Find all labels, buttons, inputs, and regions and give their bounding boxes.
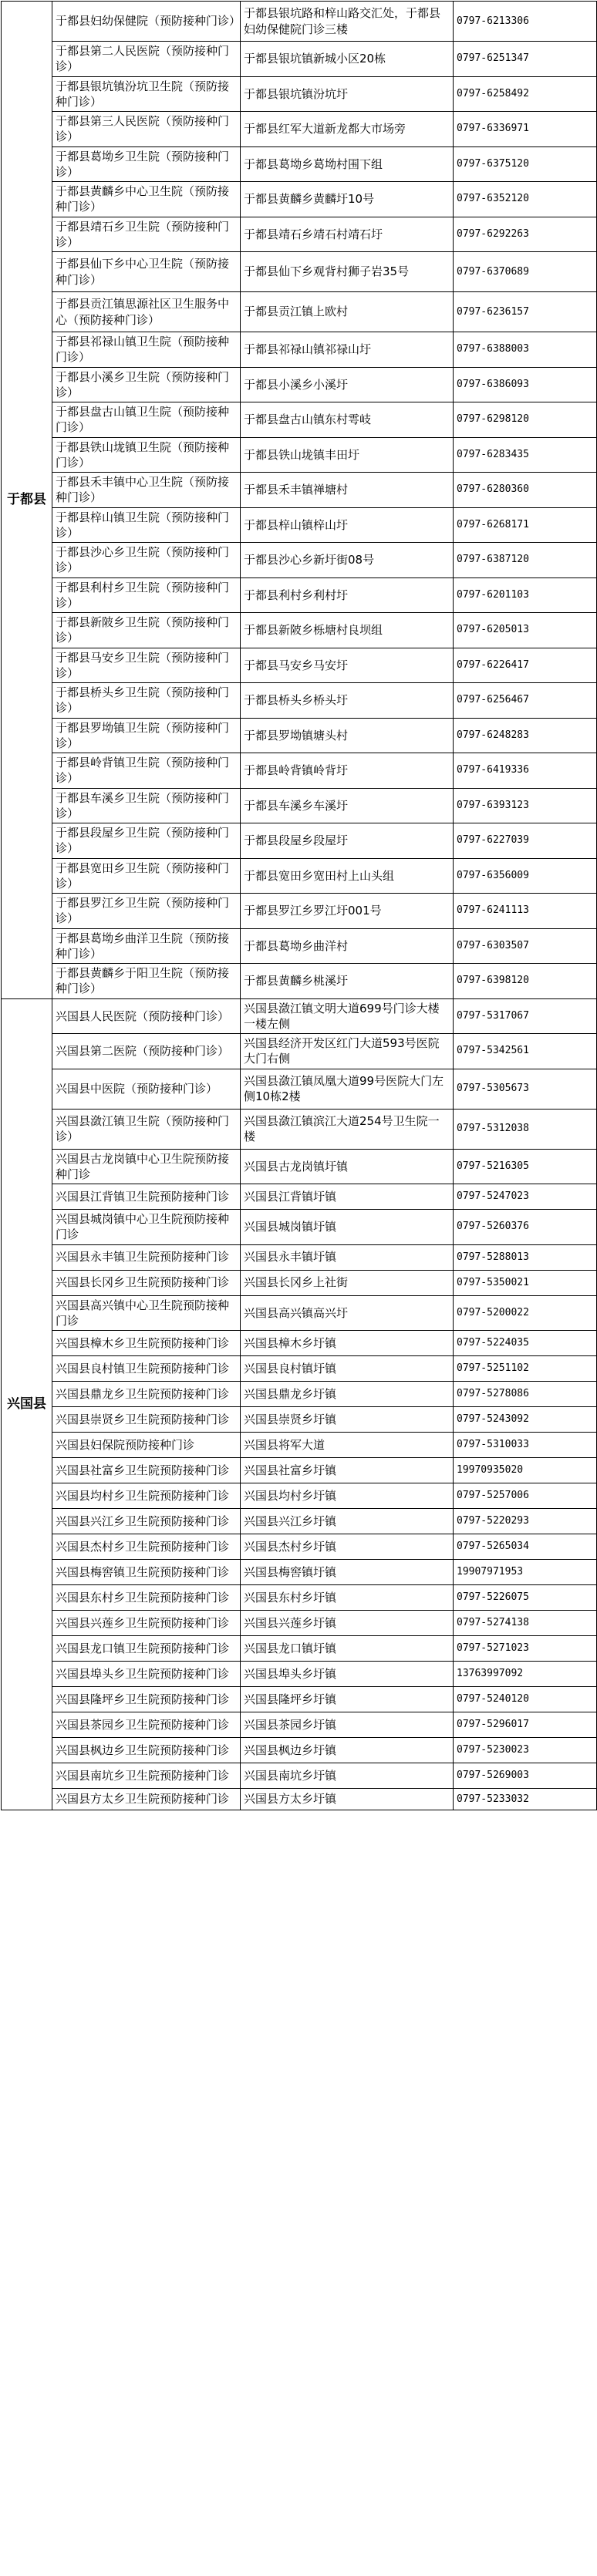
site-address-cell: 于都县岭背镇岭背圩 bbox=[241, 753, 454, 789]
site-name-cell: 兴国县崇贤乡卫生院预防接种门诊 bbox=[52, 1407, 241, 1433]
site-address-cell: 兴国县梅窖镇圩镇 bbox=[241, 1560, 454, 1585]
table-row bbox=[2, 1356, 597, 1382]
site-phone-cell: 0797-5233032 bbox=[454, 1789, 597, 1810]
site-phone-cell: 19970935020 bbox=[454, 1458, 597, 1483]
site-phone-cell: 0797-5200022 bbox=[454, 1295, 597, 1331]
site-phone-cell: 0797-6398120 bbox=[454, 964, 597, 999]
site-phone-cell: 0797-5251102 bbox=[454, 1356, 597, 1382]
site-address-cell: 于都县贡江镇上欧村 bbox=[241, 292, 454, 332]
site-address-cell: 兴国县将军大道 bbox=[241, 1433, 454, 1458]
site-name-cell: 兴国县南坑乡卫生院预防接种门诊 bbox=[52, 1763, 241, 1789]
site-address-cell: 兴国县方太乡圩镇 bbox=[241, 1789, 454, 1810]
table-row bbox=[2, 1662, 597, 1687]
table-row bbox=[2, 252, 597, 292]
site-address-cell: 兴国县茶园乡圩镇 bbox=[241, 1712, 454, 1738]
site-address-cell: 兴国县杰村乡圩镇 bbox=[241, 1534, 454, 1560]
site-phone-cell: 0797-5226075 bbox=[454, 1585, 597, 1611]
site-phone-cell: 0797-6236157 bbox=[454, 292, 597, 332]
site-phone-cell: 0797-6356009 bbox=[454, 858, 597, 894]
site-name-cell: 于都县第二人民医院（预防接种门诊） bbox=[52, 42, 241, 77]
table-row bbox=[2, 1331, 597, 1356]
site-name-cell: 兴国县东村乡卫生院预防接种门诊 bbox=[52, 1585, 241, 1611]
site-address-cell: 于都县段屋乡段屋圩 bbox=[241, 823, 454, 859]
site-name-cell: 于都县罗江乡卫生院（预防接种门诊） bbox=[52, 894, 241, 929]
site-phone-cell: 0797-6268171 bbox=[454, 507, 597, 543]
site-address-cell: 于都县黄麟乡桃溪圩 bbox=[241, 964, 454, 999]
site-phone-cell: 0797-5305673 bbox=[454, 1069, 597, 1109]
table-row bbox=[2, 112, 597, 147]
site-name-cell: 于都县利村乡卫生院（预防接种门诊） bbox=[52, 577, 241, 613]
site-address-cell: 于都县梓山镇梓山圩 bbox=[241, 507, 454, 543]
table-row bbox=[2, 1109, 597, 1149]
site-phone-cell: 0797-5274138 bbox=[454, 1611, 597, 1636]
table-row bbox=[2, 1210, 597, 1245]
site-address-cell: 于都县仙下乡观背村狮子岩35号 bbox=[241, 252, 454, 292]
site-name-cell: 于都县铁山垅镇卫生院（预防接种门诊） bbox=[52, 437, 241, 473]
table-row bbox=[2, 1270, 597, 1295]
table-row bbox=[2, 964, 597, 999]
table-row bbox=[2, 42, 597, 77]
site-address-cell: 于都县马安乡马安圩 bbox=[241, 648, 454, 683]
site-phone-cell: 0797-5260376 bbox=[454, 1210, 597, 1245]
site-name-cell: 于都县第三人民医院（预防接种门诊） bbox=[52, 112, 241, 147]
site-address-cell: 兴国县樟木乡圩镇 bbox=[241, 1331, 454, 1356]
site-address-cell: 于都县红军大道新龙都大市场旁 bbox=[241, 112, 454, 147]
table-row bbox=[2, 1789, 597, 1810]
table-row bbox=[2, 858, 597, 894]
site-name-cell: 兴国县江背镇卫生院预防接种门诊 bbox=[52, 1184, 241, 1210]
site-address-cell: 兴国县潋江镇凤凰大道99号医院大门左侧10栋2楼 bbox=[241, 1069, 454, 1109]
site-name-cell: 兴国县枫边乡卫生院预防接种门诊 bbox=[52, 1738, 241, 1763]
table-row bbox=[2, 683, 597, 719]
site-address-cell: 兴国县高兴镇高兴圩 bbox=[241, 1295, 454, 1331]
site-phone-cell: 0797-6352120 bbox=[454, 182, 597, 217]
site-address-cell: 兴国县城岗镇圩镇 bbox=[241, 1210, 454, 1245]
site-name-cell: 于都县盘古山镇卫生院（预防接种门诊） bbox=[52, 402, 241, 438]
site-name-cell: 于都县黄麟乡中心卫生院（预防接种门诊） bbox=[52, 182, 241, 217]
site-phone-cell: 0797-6375120 bbox=[454, 146, 597, 182]
table-row bbox=[2, 1244, 597, 1270]
site-address-cell: 兴国县枫边乡圩镇 bbox=[241, 1738, 454, 1763]
table-row bbox=[2, 76, 597, 112]
site-name-cell: 于都县葛坳乡卫生院（预防接种门诊） bbox=[52, 146, 241, 182]
site-phone-cell: 19907971953 bbox=[454, 1560, 597, 1585]
table-row bbox=[2, 788, 597, 823]
table-row bbox=[2, 182, 597, 217]
site-address-cell: 兴国县兴江乡圩镇 bbox=[241, 1509, 454, 1534]
site-name-cell: 兴国县樟木乡卫生院预防接种门诊 bbox=[52, 1331, 241, 1356]
site-name-cell: 兴国县梅窖镇卫生院预防接种门诊 bbox=[52, 1560, 241, 1585]
site-address-cell: 于都县宽田乡宽田村上山头组 bbox=[241, 858, 454, 894]
site-phone-cell: 0797-5317067 bbox=[454, 998, 597, 1034]
table-row bbox=[2, 1534, 597, 1560]
site-phone-cell: 0797-5257006 bbox=[454, 1483, 597, 1509]
site-name-cell: 于都县妇幼保健院（预防接种门诊） bbox=[52, 2, 241, 42]
site-address-cell: 兴国县龙口镇圩镇 bbox=[241, 1636, 454, 1662]
site-name-cell: 兴国县均村乡卫生院预防接种门诊 bbox=[52, 1483, 241, 1509]
site-name-cell: 于都县罗坳镇卫生院（预防接种门诊） bbox=[52, 718, 241, 753]
site-address-cell: 于都县盘古山镇东村雩岐 bbox=[241, 402, 454, 438]
site-address-cell: 于都县靖石乡靖石村靖石圩 bbox=[241, 217, 454, 252]
site-phone-cell: 0797-6336971 bbox=[454, 112, 597, 147]
table-row bbox=[2, 1034, 597, 1069]
site-name-cell: 兴国县鼎龙乡卫生院预防接种门诊 bbox=[52, 1382, 241, 1407]
site-name-cell: 于都县黄麟乡于阳卫生院（预防接种门诊） bbox=[52, 964, 241, 999]
table-row bbox=[2, 507, 597, 543]
site-phone-cell: 0797-6226417 bbox=[454, 648, 597, 683]
site-name-cell: 兴国县第二医院（预防接种门诊） bbox=[52, 1034, 241, 1069]
site-name-cell: 于都县段屋乡卫生院（预防接种门诊） bbox=[52, 823, 241, 859]
site-address-cell: 兴国县东村乡圩镇 bbox=[241, 1585, 454, 1611]
county-name-cell: 于都县 bbox=[2, 2, 52, 999]
site-phone-cell: 0797-6298120 bbox=[454, 402, 597, 438]
site-phone-cell: 0797-6227039 bbox=[454, 823, 597, 859]
site-name-cell: 兴国县埠头乡卫生院预防接种门诊 bbox=[52, 1662, 241, 1687]
table-row bbox=[2, 543, 597, 578]
site-name-cell: 兴国县隆坪乡卫生院预防接种门诊 bbox=[52, 1687, 241, 1712]
site-name-cell: 兴国县中医院（预防接种门诊） bbox=[52, 1069, 241, 1109]
site-name-cell: 兴国县良村镇卫生院预防接种门诊 bbox=[52, 1356, 241, 1382]
site-address-cell: 兴国县兴莲乡圩镇 bbox=[241, 1611, 454, 1636]
site-name-cell: 兴国县兴江乡卫生院预防接种门诊 bbox=[52, 1509, 241, 1534]
table-row bbox=[2, 998, 597, 1034]
table-row bbox=[2, 1611, 597, 1636]
site-phone-cell: 13763997092 bbox=[454, 1662, 597, 1687]
table-row bbox=[2, 648, 597, 683]
site-phone-cell: 0797-6292263 bbox=[454, 217, 597, 252]
table-row bbox=[2, 613, 597, 648]
site-address-cell: 兴国县南坑乡圩镇 bbox=[241, 1763, 454, 1789]
table-row bbox=[2, 1407, 597, 1433]
site-address-cell: 于都县葛坳乡葛坳村围下组 bbox=[241, 146, 454, 182]
site-name-cell: 兴国县高兴镇中心卫生院预防接种门诊 bbox=[52, 1295, 241, 1331]
site-address-cell: 兴国县潋江镇滨江大道254号卫生院一楼 bbox=[241, 1109, 454, 1149]
table-row bbox=[2, 1585, 597, 1611]
site-address-cell: 于都县银坑镇新城小区20栋 bbox=[241, 42, 454, 77]
site-address-cell: 于都县小溪乡小溪圩 bbox=[241, 367, 454, 402]
site-name-cell: 兴国县永丰镇卫生院预防接种门诊 bbox=[52, 1244, 241, 1270]
site-phone-cell: 0797-6303507 bbox=[454, 928, 597, 964]
site-address-cell: 于都县桥头乡桥头圩 bbox=[241, 683, 454, 719]
site-phone-cell: 0797-5265034 bbox=[454, 1534, 597, 1560]
table-row bbox=[2, 1560, 597, 1585]
site-name-cell: 于都县祁禄山镇卫生院（预防接种门诊） bbox=[52, 332, 241, 368]
site-phone-cell: 0797-6241113 bbox=[454, 894, 597, 929]
site-name-cell: 兴国县长冈乡卫生院预防接种门诊 bbox=[52, 1270, 241, 1295]
site-phone-cell: 0797-5310033 bbox=[454, 1433, 597, 1458]
table-row bbox=[2, 1763, 597, 1789]
table-row bbox=[2, 1382, 597, 1407]
site-phone-cell: 0797-6258492 bbox=[454, 76, 597, 112]
site-name-cell: 于都县新陂乡卫生院（预防接种门诊） bbox=[52, 613, 241, 648]
site-address-cell: 于都县罗坳镇塘头村 bbox=[241, 718, 454, 753]
site-name-cell: 于都县禾丰镇中心卫生院（预防接种门诊） bbox=[52, 473, 241, 508]
site-name-cell: 于都县岭背镇卫生院（预防接种门诊） bbox=[52, 753, 241, 789]
site-phone-cell: 0797-5312038 bbox=[454, 1109, 597, 1149]
table-row bbox=[2, 332, 597, 368]
table-row bbox=[2, 1458, 597, 1483]
site-name-cell: 兴国县城岗镇中心卫生院预防接种门诊 bbox=[52, 1210, 241, 1245]
table-row bbox=[2, 1483, 597, 1509]
site-phone-cell: 0797-6256467 bbox=[454, 683, 597, 719]
site-name-cell: 于都县马安乡卫生院（预防接种门诊） bbox=[52, 648, 241, 683]
site-address-cell: 兴国县长冈乡上社街 bbox=[241, 1270, 454, 1295]
table-row bbox=[2, 1433, 597, 1458]
table-row bbox=[2, 753, 597, 789]
site-address-cell: 于都县新陂乡栎塘村良坝组 bbox=[241, 613, 454, 648]
site-address-cell: 兴国县社富乡圩镇 bbox=[241, 1458, 454, 1483]
site-phone-cell: 0797-5278086 bbox=[454, 1382, 597, 1407]
site-phone-cell: 0797-5243092 bbox=[454, 1407, 597, 1433]
table-row bbox=[2, 577, 597, 613]
site-address-cell: 于都县葛坳乡曲洋村 bbox=[241, 928, 454, 964]
table-row bbox=[2, 718, 597, 753]
site-phone-cell: 0797-5220293 bbox=[454, 1509, 597, 1534]
site-phone-cell: 0797-6280360 bbox=[454, 473, 597, 508]
site-phone-cell: 0797-6205013 bbox=[454, 613, 597, 648]
site-name-cell: 兴国县古龙岗镇中心卫生院预防接种门诊 bbox=[52, 1149, 241, 1184]
site-phone-cell: 0797-6213306 bbox=[454, 2, 597, 42]
site-name-cell: 兴国县人民医院（预防接种门诊） bbox=[52, 998, 241, 1034]
table-row bbox=[2, 894, 597, 929]
site-phone-cell: 0797-5247023 bbox=[454, 1184, 597, 1210]
table-row bbox=[2, 367, 597, 402]
site-name-cell: 兴国县龙口镇卫生院预防接种门诊 bbox=[52, 1636, 241, 1662]
site-address-cell: 兴国县鼎龙乡圩镇 bbox=[241, 1382, 454, 1407]
table-row bbox=[2, 1069, 597, 1109]
site-phone-cell: 0797-6251347 bbox=[454, 42, 597, 77]
site-phone-cell: 0797-6387120 bbox=[454, 543, 597, 578]
site-name-cell: 兴国县杰村乡卫生院预防接种门诊 bbox=[52, 1534, 241, 1560]
table-row bbox=[2, 437, 597, 473]
site-address-cell: 于都县银坑镇汾坑圩 bbox=[241, 76, 454, 112]
table-row bbox=[2, 823, 597, 859]
vaccination-sites-table bbox=[1, 1, 597, 1810]
table-row bbox=[2, 1738, 597, 1763]
site-phone-cell: 0797-5269003 bbox=[454, 1763, 597, 1789]
site-address-cell: 兴国县良村镇圩镇 bbox=[241, 1356, 454, 1382]
table-row bbox=[2, 1712, 597, 1738]
site-phone-cell: 0797-5350021 bbox=[454, 1270, 597, 1295]
site-phone-cell: 0797-6283435 bbox=[454, 437, 597, 473]
table-row bbox=[2, 402, 597, 438]
site-phone-cell: 0797-6386093 bbox=[454, 367, 597, 402]
site-name-cell: 于都县宽田乡卫生院（预防接种门诊） bbox=[52, 858, 241, 894]
site-name-cell: 于都县银坑镇汾坑卫生院（预防接种门诊） bbox=[52, 76, 241, 112]
site-phone-cell: 0797-5296017 bbox=[454, 1712, 597, 1738]
table-row bbox=[2, 1687, 597, 1712]
site-address-cell: 于都县铁山垅镇丰田圩 bbox=[241, 437, 454, 473]
site-name-cell: 兴国县潋江镇卫生院（预防接种门诊） bbox=[52, 1109, 241, 1149]
site-name-cell: 于都县仙下乡中心卫生院（预防接种门诊） bbox=[52, 252, 241, 292]
site-address-cell: 于都县祁禄山镇祁禄山圩 bbox=[241, 332, 454, 368]
site-phone-cell: 0797-6393123 bbox=[454, 788, 597, 823]
site-phone-cell: 0797-6370689 bbox=[454, 252, 597, 292]
site-name-cell: 兴国县兴莲乡卫生院预防接种门诊 bbox=[52, 1611, 241, 1636]
site-name-cell: 兴国县方太乡卫生院预防接种门诊 bbox=[52, 1789, 241, 1810]
table-row bbox=[2, 1295, 597, 1331]
site-name-cell: 于都县贡江镇思源社区卫生服务中心（预防接种门诊） bbox=[52, 292, 241, 332]
site-address-cell: 兴国县江背镇圩镇 bbox=[241, 1184, 454, 1210]
table-row bbox=[2, 1149, 597, 1184]
table-row bbox=[2, 292, 597, 332]
table-row bbox=[2, 2, 597, 42]
site-name-cell: 于都县沙心乡卫生院（预防接种门诊） bbox=[52, 543, 241, 578]
site-address-cell: 兴国县隆坪乡圩镇 bbox=[241, 1687, 454, 1712]
site-phone-cell: 0797-5288013 bbox=[454, 1244, 597, 1270]
site-name-cell: 兴国县茶园乡卫生院预防接种门诊 bbox=[52, 1712, 241, 1738]
site-address-cell: 于都县黄麟乡黄麟圩10号 bbox=[241, 182, 454, 217]
site-address-cell: 兴国县均村乡圩镇 bbox=[241, 1483, 454, 1509]
site-phone-cell: 0797-5271023 bbox=[454, 1636, 597, 1662]
table-row bbox=[2, 1184, 597, 1210]
site-address-cell: 兴国县埠头乡圩镇 bbox=[241, 1662, 454, 1687]
site-name-cell: 于都县靖石乡卫生院（预防接种门诊） bbox=[52, 217, 241, 252]
site-address-cell: 于都县银坑路和梓山路交汇处，于都县妇幼保健院门诊三楼 bbox=[241, 2, 454, 42]
table-row bbox=[2, 1636, 597, 1662]
site-address-cell: 兴国县永丰镇圩镇 bbox=[241, 1244, 454, 1270]
table-row bbox=[2, 928, 597, 964]
site-name-cell: 于都县小溪乡卫生院（预防接种门诊） bbox=[52, 367, 241, 402]
site-phone-cell: 0797-6388003 bbox=[454, 332, 597, 368]
table-body bbox=[2, 2, 597, 1810]
site-name-cell: 于都县葛坳乡曲洋卫生院（预防接种门诊） bbox=[52, 928, 241, 964]
table-row bbox=[2, 217, 597, 252]
site-name-cell: 于都县车溪乡卫生院（预防接种门诊） bbox=[52, 788, 241, 823]
site-name-cell: 于都县梓山镇卫生院（预防接种门诊） bbox=[52, 507, 241, 543]
site-phone-cell: 0797-5230023 bbox=[454, 1738, 597, 1763]
site-address-cell: 于都县沙心乡新圩街08号 bbox=[241, 543, 454, 578]
site-address-cell: 于都县车溪乡车溪圩 bbox=[241, 788, 454, 823]
table-row bbox=[2, 473, 597, 508]
table-row bbox=[2, 1509, 597, 1534]
site-address-cell: 兴国县经济开发区红门大道593号医院大门右侧 bbox=[241, 1034, 454, 1069]
site-name-cell: 兴国县妇保院预防接种门诊 bbox=[52, 1433, 241, 1458]
site-name-cell: 兴国县社富乡卫生院预防接种门诊 bbox=[52, 1458, 241, 1483]
site-address-cell: 于都县罗江乡罗江圩001号 bbox=[241, 894, 454, 929]
site-phone-cell: 0797-6201103 bbox=[454, 577, 597, 613]
site-address-cell: 兴国县潋江镇文明大道699号门诊大楼一楼左侧 bbox=[241, 998, 454, 1034]
site-address-cell: 于都县利村乡利村圩 bbox=[241, 577, 454, 613]
site-phone-cell: 0797-5342561 bbox=[454, 1034, 597, 1069]
site-phone-cell: 0797-5216305 bbox=[454, 1149, 597, 1184]
site-phone-cell: 0797-5224035 bbox=[454, 1331, 597, 1356]
site-phone-cell: 0797-6248283 bbox=[454, 718, 597, 753]
site-phone-cell: 0797-6419336 bbox=[454, 753, 597, 789]
site-phone-cell: 0797-5240120 bbox=[454, 1687, 597, 1712]
site-address-cell: 兴国县崇贤乡圩镇 bbox=[241, 1407, 454, 1433]
table-row bbox=[2, 146, 597, 182]
site-address-cell: 兴国县古龙岗镇圩镇 bbox=[241, 1149, 454, 1184]
county-name-cell: 兴国县 bbox=[2, 998, 52, 1810]
site-name-cell: 于都县桥头乡卫生院（预防接种门诊） bbox=[52, 683, 241, 719]
site-address-cell: 于都县禾丰镇禅塘村 bbox=[241, 473, 454, 508]
